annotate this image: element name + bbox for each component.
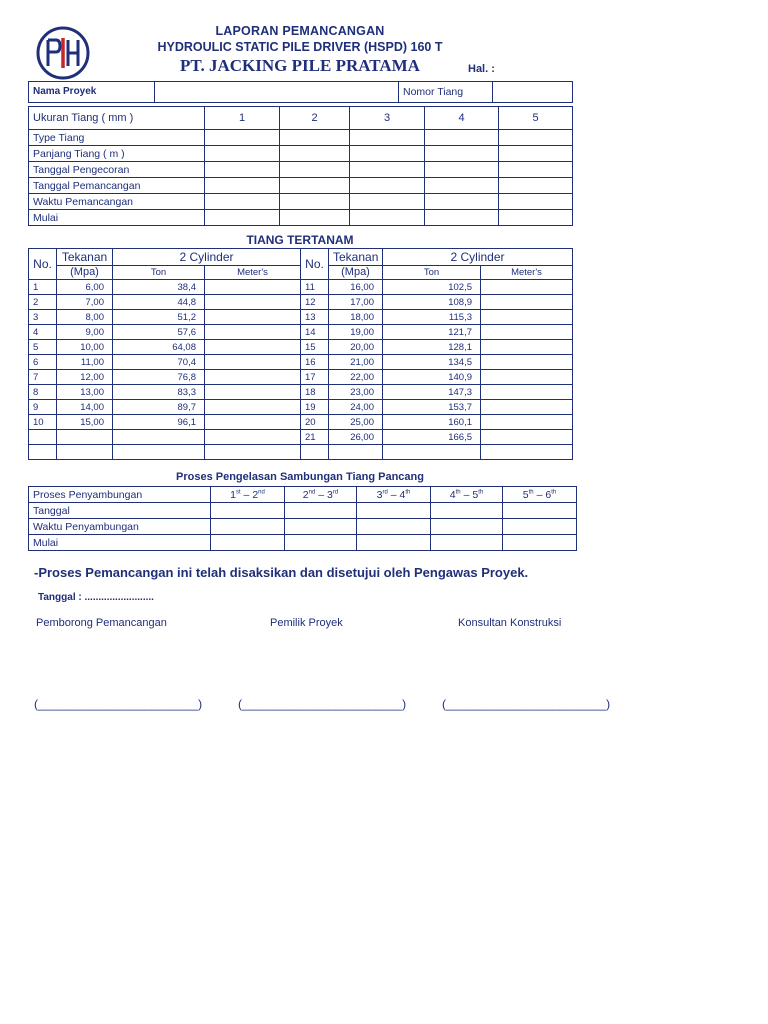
size-col-header: 1 xyxy=(205,107,280,130)
table-row xyxy=(29,503,577,519)
cell[interactable] xyxy=(425,194,499,210)
table-row xyxy=(29,210,573,226)
cell[interactable] xyxy=(211,519,285,535)
ton-value: 134,5 xyxy=(383,355,481,370)
row-no: 5 xyxy=(29,340,57,355)
mpa-value: 23,00 xyxy=(329,385,383,400)
row-no xyxy=(29,445,57,460)
cell[interactable] xyxy=(357,535,431,551)
row-no: 2 xyxy=(29,295,57,310)
joint-to: 4 xyxy=(399,488,406,501)
meters-header: Meter's xyxy=(205,266,301,280)
table-row xyxy=(29,400,573,415)
nomor-tiang-label: Nomor Tiang xyxy=(399,82,493,103)
size-col-header: 4 xyxy=(425,107,499,130)
meters-field[interactable] xyxy=(205,295,301,310)
nama-proyek-field[interactable] xyxy=(155,82,399,103)
cell[interactable] xyxy=(350,146,425,162)
row-label: Proses Penyambungan xyxy=(29,487,211,503)
joint-header xyxy=(211,487,285,503)
ton-value: 147,3 xyxy=(383,385,481,400)
table-row xyxy=(29,519,577,535)
mpa-value: 8,00 xyxy=(57,310,113,325)
cell[interactable] xyxy=(280,194,350,210)
sambungan-title: Proses Pengelasan Sambungan Tiang Pancang xyxy=(176,471,424,483)
mpa-value: 19,00 xyxy=(329,325,383,340)
row-label: Waktu Penyambungan xyxy=(29,519,211,535)
approval-statement: -Proses Pemancangan ini telah disaksikan dan disetujui oleh Pengawas Proyek. xyxy=(34,565,529,580)
cell[interactable] xyxy=(350,194,425,210)
mpa-header: (Mpa) xyxy=(57,266,113,280)
mpa-value: 17,00 xyxy=(329,295,383,310)
tekanan-header: Tekanan xyxy=(329,249,383,266)
table-row xyxy=(29,355,573,370)
tekanan-header: Tekanan xyxy=(57,249,113,266)
mpa-value: 21,00 xyxy=(329,355,383,370)
table-row xyxy=(29,487,577,503)
joint-from-suffix: th xyxy=(528,489,534,495)
ton-value: 51,2 xyxy=(113,310,205,325)
cylinder-header: 2 Cylinder xyxy=(113,249,301,266)
ton-value: 44,8 xyxy=(113,295,205,310)
mpa-value xyxy=(329,445,383,460)
mpa-value xyxy=(57,430,113,445)
joint-to: 5 xyxy=(472,488,479,501)
row-no: 17 xyxy=(301,370,329,385)
cell[interactable] xyxy=(205,194,280,210)
row-no: 9 xyxy=(29,400,57,415)
meters-field[interactable] xyxy=(481,430,573,445)
meters-header: Meter's xyxy=(481,266,573,280)
cell[interactable] xyxy=(205,146,280,162)
table-row xyxy=(29,535,577,551)
row-no: 16 xyxy=(301,355,329,370)
ton-value: 121,7 xyxy=(383,325,481,340)
cell[interactable] xyxy=(357,503,431,519)
row-no: 3 xyxy=(29,310,57,325)
tiang-tertanam-table xyxy=(28,248,573,460)
meters-field[interactable] xyxy=(481,325,573,340)
mpa-value: 16,00 xyxy=(329,280,383,295)
meters-field[interactable] xyxy=(205,280,301,295)
row-label: Tanggal Pengecoran xyxy=(29,162,205,178)
table-row xyxy=(29,415,573,430)
signer-pemilik: Pemilik Proyek xyxy=(270,617,343,629)
report-title: LAPORAN PEMANCANGAN xyxy=(215,24,385,38)
mpa-value: 12,00 xyxy=(57,370,113,385)
row-no xyxy=(301,445,329,460)
ton-value: 70,4 xyxy=(113,355,205,370)
mpa-value: 22,00 xyxy=(329,370,383,385)
mpa-value: 6,00 xyxy=(57,280,113,295)
cell[interactable] xyxy=(499,146,573,162)
table-row xyxy=(29,295,573,310)
ton-value xyxy=(383,445,481,460)
mpa-value: 15,00 xyxy=(57,415,113,430)
row-no: 13 xyxy=(301,310,329,325)
table-row xyxy=(29,280,573,295)
row-no: 19 xyxy=(301,400,329,415)
cell[interactable] xyxy=(499,178,573,194)
row-no: 18 xyxy=(301,385,329,400)
meters-field[interactable] xyxy=(481,280,573,295)
signature-line-pemilik[interactable]: (________________________) xyxy=(238,697,407,711)
ton-value: 160,1 xyxy=(383,415,481,430)
pile-size-table xyxy=(28,106,573,226)
joint-to: 6 xyxy=(545,488,552,501)
no-header: No. xyxy=(29,249,57,280)
row-label: Mulai xyxy=(29,535,211,551)
dash: – xyxy=(315,488,328,501)
row-no: 21 xyxy=(301,430,329,445)
row-label: Panjang Tiang ( m ) xyxy=(29,146,205,162)
signer-pemborong: Pemborong Pemancangan xyxy=(36,617,167,629)
row-no: 4 xyxy=(29,325,57,340)
company-logo xyxy=(36,26,90,80)
meters-field[interactable] xyxy=(205,310,301,325)
cell[interactable] xyxy=(211,503,285,519)
cell[interactable] xyxy=(503,519,577,535)
mpa-value: 20,00 xyxy=(329,340,383,355)
ton-value: 108,9 xyxy=(383,295,481,310)
row-no: 14 xyxy=(301,325,329,340)
joint-to: 3 xyxy=(327,488,333,501)
company-name: PT. JACKING PILE PRATAMA xyxy=(180,56,420,75)
cell[interactable] xyxy=(205,162,280,178)
ton-value: 140,9 xyxy=(383,370,481,385)
mpa-value: 9,00 xyxy=(57,325,113,340)
cell[interactable] xyxy=(350,178,425,194)
ton-value: 128,1 xyxy=(383,340,481,355)
ton-value: 64,08 xyxy=(113,340,205,355)
joint-from: 2 xyxy=(302,488,309,501)
joint-from-suffix: st xyxy=(235,489,241,495)
cell[interactable] xyxy=(350,210,425,226)
row-no: 20 xyxy=(301,415,329,430)
row-label: Mulai xyxy=(29,210,205,226)
row-label: Tanggal Pemancangan xyxy=(29,178,205,194)
project-table xyxy=(28,81,573,103)
joint-from: 1 xyxy=(230,488,236,501)
cell[interactable] xyxy=(285,535,357,551)
row-label: Tanggal xyxy=(29,503,211,519)
mpa-value: 10,00 xyxy=(57,340,113,355)
table-row xyxy=(29,310,573,325)
dash: – xyxy=(240,488,253,501)
cell[interactable] xyxy=(205,210,280,226)
table-row xyxy=(29,178,573,194)
cell[interactable] xyxy=(280,162,350,178)
cell[interactable] xyxy=(425,130,499,146)
cell[interactable] xyxy=(350,162,425,178)
joint-to-suffix: th xyxy=(551,489,557,495)
mpa-header: (Mpa) xyxy=(329,266,383,280)
cell[interactable] xyxy=(499,130,573,146)
table-row xyxy=(29,325,573,340)
meters-field[interactable] xyxy=(205,325,301,340)
cell[interactable] xyxy=(425,162,499,178)
joint-header xyxy=(431,487,503,503)
ton-header: Ton xyxy=(383,266,481,280)
meters-field[interactable] xyxy=(205,445,301,460)
cell[interactable] xyxy=(280,210,350,226)
ton-value: 57,6 xyxy=(113,325,205,340)
ton-value xyxy=(113,445,205,460)
joint-to-suffix: nd xyxy=(258,489,265,495)
mpa-value: 24,00 xyxy=(329,400,383,415)
size-col-header: 5 xyxy=(499,107,573,130)
cell[interactable] xyxy=(425,146,499,162)
cell[interactable] xyxy=(503,503,577,519)
mpa-value: 26,00 xyxy=(329,430,383,445)
row-no xyxy=(29,430,57,445)
ton-value: 96,1 xyxy=(113,415,205,430)
joint-from-suffix: th xyxy=(455,489,461,495)
cell[interactable] xyxy=(205,130,280,146)
row-no: 15 xyxy=(301,340,329,355)
joint-header xyxy=(285,487,357,503)
ton-value: 115,3 xyxy=(383,310,481,325)
cell[interactable] xyxy=(503,535,577,551)
cell[interactable] xyxy=(350,130,425,146)
tiang-tertanam-title: TIANG TERTANAM xyxy=(246,233,354,247)
row-no: 10 xyxy=(29,415,57,430)
size-col-header: 2 xyxy=(280,107,350,130)
no-header: No. xyxy=(301,249,329,280)
mpa-value: 7,00 xyxy=(57,295,113,310)
table-row xyxy=(29,370,573,385)
meters-field[interactable] xyxy=(481,385,573,400)
signer-konsultan: Konsultan Konstruksi xyxy=(458,617,562,629)
joint-from: 5 xyxy=(522,488,529,501)
table-row xyxy=(29,385,573,400)
mpa-value: 25,00 xyxy=(329,415,383,430)
row-label: Waktu Pemancangan xyxy=(29,194,205,210)
meters-field[interactable] xyxy=(481,370,573,385)
joint-header xyxy=(503,487,577,503)
table-row xyxy=(29,340,573,355)
joint-from: 3 xyxy=(376,488,383,501)
cell[interactable] xyxy=(499,194,573,210)
row-no: 6 xyxy=(29,355,57,370)
joint-to: 2 xyxy=(252,488,259,501)
meters-field[interactable] xyxy=(205,415,301,430)
meters-field[interactable] xyxy=(481,400,573,415)
cell[interactable] xyxy=(499,162,573,178)
mpa-value: 11,00 xyxy=(57,355,113,370)
sambungan-table xyxy=(28,486,577,551)
ton-header: Ton xyxy=(113,266,205,280)
size-col-header: 3 xyxy=(350,107,425,130)
meters-field[interactable] xyxy=(481,415,573,430)
row-no: 11 xyxy=(301,280,329,295)
row-no: 7 xyxy=(29,370,57,385)
cell[interactable] xyxy=(425,178,499,194)
meters-field[interactable] xyxy=(205,355,301,370)
ton-value: 89,7 xyxy=(113,400,205,415)
table-row xyxy=(29,146,573,162)
cell[interactable] xyxy=(431,503,503,519)
cell[interactable] xyxy=(285,519,357,535)
signature-line-pemborong[interactable]: (________________________) xyxy=(34,697,203,711)
meters-field[interactable] xyxy=(205,430,301,445)
cell[interactable] xyxy=(280,130,350,146)
table-row xyxy=(29,430,573,445)
table-row xyxy=(29,194,573,210)
meters-field[interactable] xyxy=(481,310,573,325)
cylinder-header: 2 Cylinder xyxy=(383,249,573,266)
cell[interactable] xyxy=(280,178,350,194)
dash: – xyxy=(460,488,473,501)
meters-field[interactable] xyxy=(481,355,573,370)
row-label: Type Tiang xyxy=(29,130,205,146)
joint-to-suffix: th xyxy=(478,489,484,495)
ton-value: 166,5 xyxy=(383,430,481,445)
ton-value: 83,3 xyxy=(113,385,205,400)
report-subtitle: HYDROULIC STATIC PILE DRIVER (HSPD) 160 T xyxy=(157,40,443,54)
cell[interactable] xyxy=(431,535,503,551)
table-row xyxy=(29,445,573,460)
row-no: 1 xyxy=(29,280,57,295)
row-no: 12 xyxy=(301,295,329,310)
mpa-value: 18,00 xyxy=(329,310,383,325)
ton-value: 153,7 xyxy=(383,400,481,415)
joint-from-suffix: nd xyxy=(308,489,316,495)
ton-value xyxy=(113,430,205,445)
joint-header xyxy=(357,487,431,503)
meters-field[interactable] xyxy=(205,400,301,415)
joint-from: 4 xyxy=(449,488,456,501)
mpa-value: 13,00 xyxy=(57,385,113,400)
nama-proyek-label: Nama Proyek xyxy=(29,82,155,103)
row-no: 8 xyxy=(29,385,57,400)
mpa-value xyxy=(57,445,113,460)
table-row xyxy=(29,162,573,178)
tanggal-label: Tanggal : ......................... xyxy=(38,592,154,603)
ton-value: 76,8 xyxy=(113,370,205,385)
signature-line-konsultan[interactable]: (________________________) xyxy=(442,697,611,711)
joint-from-suffix: rd xyxy=(382,489,388,495)
page-number-label: Hal. : xyxy=(468,63,495,75)
ton-value: 102,5 xyxy=(383,280,481,295)
meters-field[interactable] xyxy=(481,445,573,460)
ton-value: 38,4 xyxy=(113,280,205,295)
meters-field[interactable] xyxy=(205,385,301,400)
nomor-tiang-field[interactable] xyxy=(493,82,573,103)
table-row xyxy=(29,130,573,146)
cell[interactable] xyxy=(211,535,285,551)
meters-field[interactable] xyxy=(481,340,573,355)
cell[interactable] xyxy=(425,210,499,226)
joint-to-suffix: th xyxy=(405,489,411,495)
joint-to-suffix: rd xyxy=(332,489,339,495)
dash: – xyxy=(533,488,546,501)
meters-field[interactable] xyxy=(205,370,301,385)
mpa-value: 14,00 xyxy=(57,400,113,415)
cell[interactable] xyxy=(280,146,350,162)
cell[interactable] xyxy=(357,519,431,535)
meters-field[interactable] xyxy=(481,295,573,310)
dash: – xyxy=(387,488,400,501)
ukuran-label: Ukuran Tiang ( mm ) xyxy=(29,107,205,130)
meters-field[interactable] xyxy=(205,340,301,355)
cell[interactable] xyxy=(285,503,357,519)
cell[interactable] xyxy=(205,178,280,194)
cell[interactable] xyxy=(431,519,503,535)
cell[interactable] xyxy=(499,210,573,226)
